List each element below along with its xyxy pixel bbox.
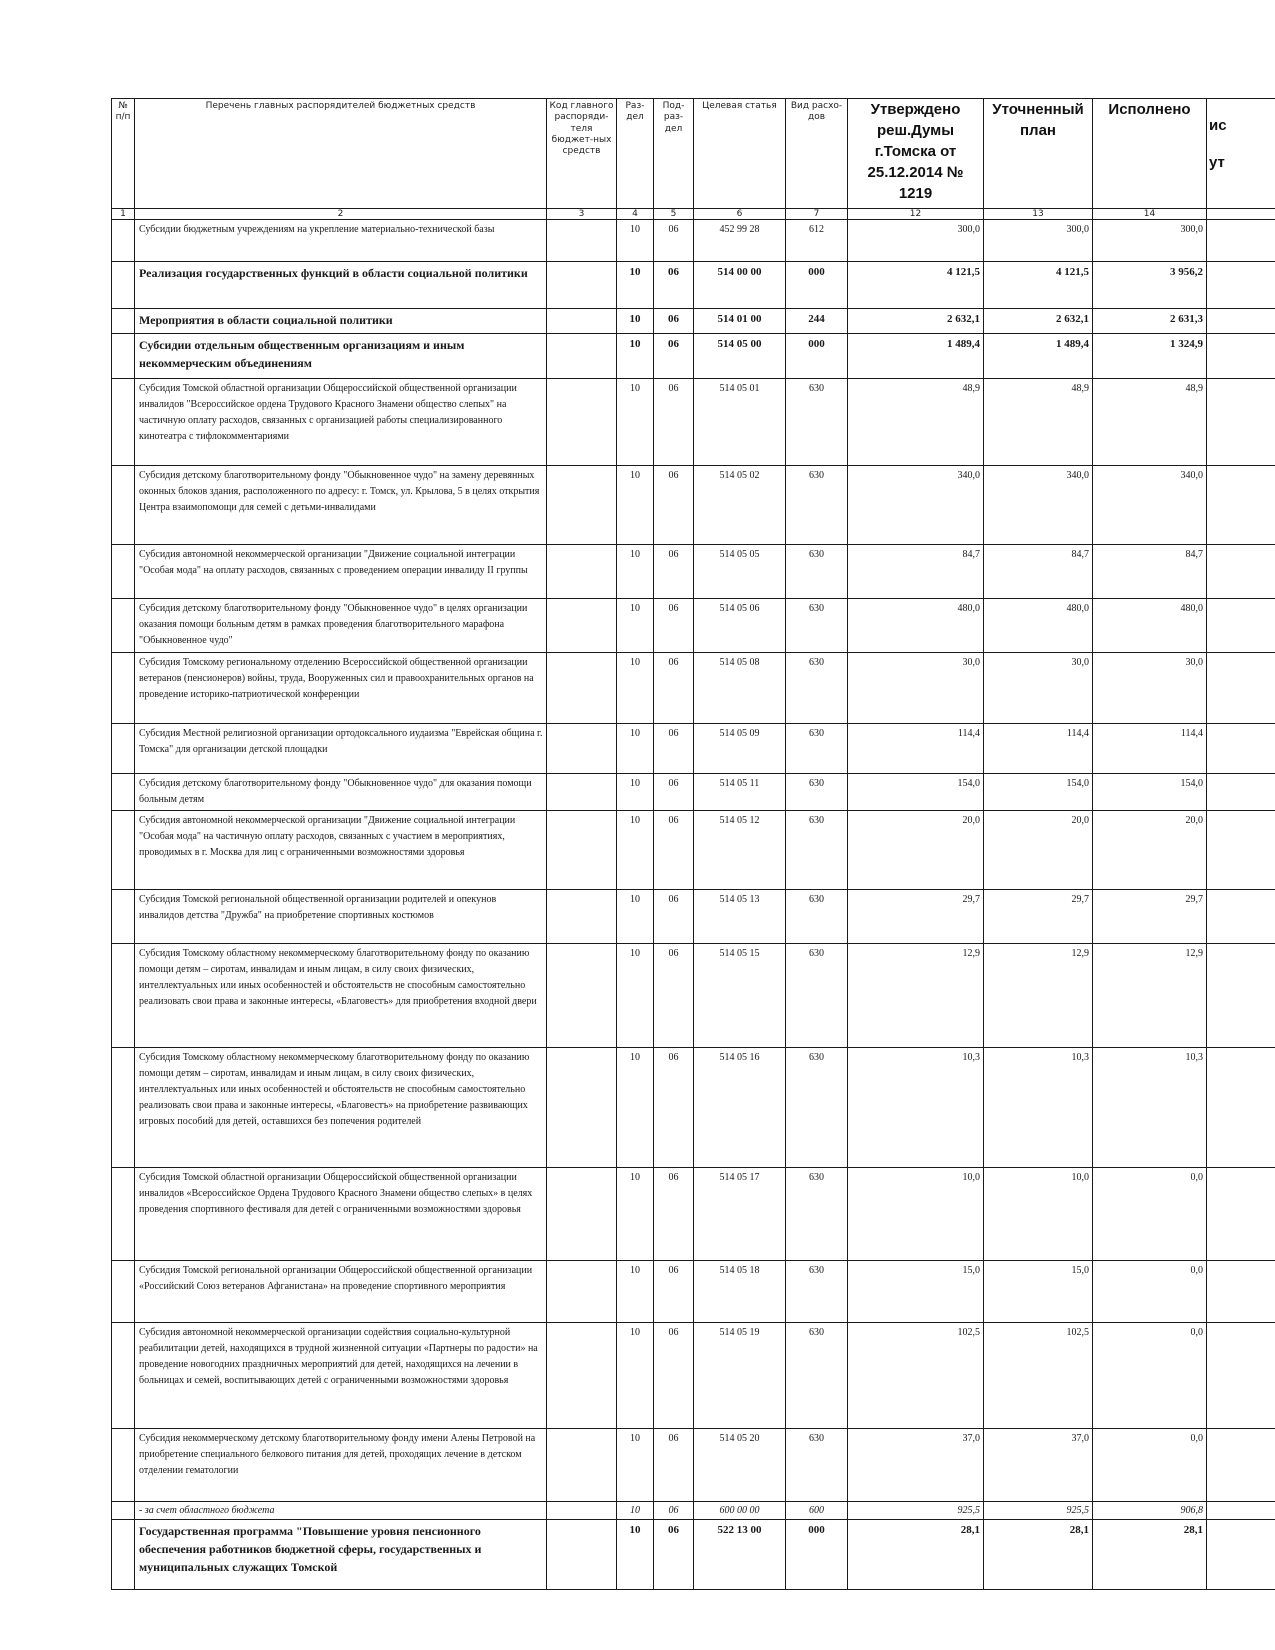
row-cut-cell bbox=[1207, 545, 1275, 599]
row-approved: 28,1 bbox=[848, 1520, 984, 1590]
row-executed: 20,0 bbox=[1093, 811, 1207, 890]
row-name: Субсидия детскому благотворительному фонду "Обыкновенное чудо" на замену деревянных оконных блоков здания, расположенного по адресу: г. Томск, ул. Крылова, 5 в целях открытия Центра взаимопомощи для семей с детьми-инвалидами bbox=[135, 466, 547, 545]
row-refined: 102,5 bbox=[984, 1323, 1093, 1429]
row-num-cell bbox=[112, 774, 135, 811]
row-target: 522 13 00 bbox=[694, 1520, 786, 1590]
row-num-cell bbox=[112, 309, 135, 334]
row-podrazdel: 06 bbox=[654, 466, 694, 545]
budget-table bbox=[111, 98, 1275, 1590]
row-refined: 48,9 bbox=[984, 379, 1093, 466]
table-row bbox=[112, 811, 1275, 890]
row-vid: 630 bbox=[786, 379, 848, 466]
table-row bbox=[112, 1429, 1275, 1502]
row-refined: 154,0 bbox=[984, 774, 1093, 811]
row-refined: 29,7 bbox=[984, 890, 1093, 944]
row-name: Субсидия Томской областной организации Общероссийской общественной организации инвалидов "Всероссийское ордена Трудового Красного Знамени общество слепых" на частичную оплату расходов, связанных с организацией работы специализированного кинотеатра с тифлокомментариями bbox=[135, 379, 547, 466]
table-row bbox=[112, 220, 1275, 262]
row-name: Субсидия Томской региональной общественной организации родителей и опекунов инвалидов детства "Дружба" на приобретение спортивных костюмов bbox=[135, 890, 547, 944]
row-target: 514 05 12 bbox=[694, 811, 786, 890]
column-number-row bbox=[112, 209, 1275, 220]
row-refined: 20,0 bbox=[984, 811, 1093, 890]
row-podrazdel: 06 bbox=[654, 334, 694, 379]
row-vid: 630 bbox=[786, 890, 848, 944]
header-podrazdel: Под-раз-дел bbox=[654, 99, 694, 209]
row-code bbox=[547, 309, 617, 334]
row-target: 600 00 00 bbox=[694, 1502, 786, 1520]
row-target: 514 05 16 bbox=[694, 1048, 786, 1168]
row-razdel: 10 bbox=[617, 944, 654, 1048]
row-refined: 28,1 bbox=[984, 1520, 1093, 1590]
row-podrazdel: 06 bbox=[654, 1261, 694, 1323]
row-podrazdel: 06 bbox=[654, 379, 694, 466]
row-executed: 906,8 bbox=[1093, 1502, 1207, 1520]
row-name: Субсидия автономной некоммерческой организации содействия социально-культурной реабилитации детей, находящихся в трудной жизненной ситуации «Партнеры по радости» на проведение новогодних праздничных мероприятий для детей, находящихся на лечении в больницах и семей, воспитывающих детей с ограниченными возможностями здоровья bbox=[135, 1323, 547, 1429]
row-target: 514 05 18 bbox=[694, 1261, 786, 1323]
row-executed: 1 324,9 bbox=[1093, 334, 1207, 379]
row-name: Субсидия автономной некоммерческой организации "Движение социальной интеграции "Особая мода" на оплату расходов, связанных с проведением операции инвалиду II группы bbox=[135, 545, 547, 599]
row-razdel: 10 bbox=[617, 309, 654, 334]
row-name: Субсидия Томскому областному некоммерческому благотворительному фонду по оказанию помощи детям – сиротам, инвалидам и иным лицам, в силу своих физических, интеллектуальных или иных особенностей и обстоятельств не способным самостоятельно реализовать свои права и законные интересы, «Благовестъ» на приобретение развивающих игровых пособий для детей, оставшихся без попечения родителей bbox=[135, 1048, 547, 1168]
row-code bbox=[547, 811, 617, 890]
row-vid: 600 bbox=[786, 1502, 848, 1520]
row-cut-cell bbox=[1207, 811, 1275, 890]
header-executed: Исполнено bbox=[1093, 99, 1207, 209]
row-vid: 630 bbox=[786, 774, 848, 811]
row-num-cell bbox=[112, 334, 135, 379]
row-target: 514 05 00 bbox=[694, 334, 786, 379]
row-num-cell bbox=[112, 811, 135, 890]
row-num-cell bbox=[112, 1048, 135, 1168]
row-num-cell bbox=[112, 653, 135, 724]
row-podrazdel: 06 bbox=[654, 944, 694, 1048]
table-row bbox=[112, 379, 1275, 466]
table-row bbox=[112, 1323, 1275, 1429]
row-executed: 114,4 bbox=[1093, 724, 1207, 774]
row-vid: 630 bbox=[786, 1323, 848, 1429]
row-num-cell bbox=[112, 724, 135, 774]
row-refined: 10,0 bbox=[984, 1168, 1093, 1261]
row-podrazdel: 06 bbox=[654, 599, 694, 653]
row-podrazdel: 06 bbox=[654, 309, 694, 334]
row-refined: 37,0 bbox=[984, 1429, 1093, 1502]
row-target: 514 05 11 bbox=[694, 774, 786, 811]
row-cut-cell bbox=[1207, 1502, 1275, 1520]
col-number: 6 bbox=[694, 209, 786, 220]
table-row bbox=[112, 545, 1275, 599]
table-row bbox=[112, 724, 1275, 774]
row-vid: 630 bbox=[786, 545, 848, 599]
row-approved: 15,0 bbox=[848, 1261, 984, 1323]
row-approved: 20,0 bbox=[848, 811, 984, 890]
row-code bbox=[547, 379, 617, 466]
row-vid: 630 bbox=[786, 811, 848, 890]
row-razdel: 10 bbox=[617, 466, 654, 545]
row-razdel: 10 bbox=[617, 890, 654, 944]
row-executed: 300,0 bbox=[1093, 220, 1207, 262]
row-num-cell bbox=[112, 220, 135, 262]
row-name: - за счет областного бюджета bbox=[135, 1502, 547, 1520]
header-cut-top: ис bbox=[1209, 117, 1227, 134]
row-refined: 10,3 bbox=[984, 1048, 1093, 1168]
row-refined: 30,0 bbox=[984, 653, 1093, 724]
row-vid: 630 bbox=[786, 724, 848, 774]
row-target: 514 01 00 bbox=[694, 309, 786, 334]
row-razdel: 10 bbox=[617, 1323, 654, 1429]
row-target: 514 00 00 bbox=[694, 262, 786, 309]
row-vid: 630 bbox=[786, 1168, 848, 1261]
row-cut-cell bbox=[1207, 334, 1275, 379]
table-row bbox=[112, 262, 1275, 309]
row-name: Субсидия Томской областной организации Общероссийской общественной организации инвалидов «Всероссийское Ордена Трудового Красного Знамени общество слепых» в целях проведения спортивного фестиваля для детей с ограниченными возможностями здоровья bbox=[135, 1168, 547, 1261]
row-code bbox=[547, 545, 617, 599]
table-row bbox=[112, 334, 1275, 379]
row-vid: 000 bbox=[786, 1520, 848, 1590]
row-refined: 340,0 bbox=[984, 466, 1093, 545]
row-approved: 154,0 bbox=[848, 774, 984, 811]
row-refined: 15,0 bbox=[984, 1261, 1093, 1323]
table-row bbox=[112, 1520, 1275, 1590]
row-code bbox=[547, 262, 617, 309]
row-executed: 480,0 bbox=[1093, 599, 1207, 653]
row-target: 514 05 05 bbox=[694, 545, 786, 599]
row-target: 514 05 20 bbox=[694, 1429, 786, 1502]
row-name: Субсидия детскому благотворительному фонду "Обыкновенное чудо" для оказания помощи больным детям bbox=[135, 774, 547, 811]
row-approved: 37,0 bbox=[848, 1429, 984, 1502]
row-code bbox=[547, 724, 617, 774]
row-vid: 000 bbox=[786, 262, 848, 309]
row-razdel: 10 bbox=[617, 220, 654, 262]
row-name: Субсидия автономной некоммерческой организации "Движение социальной интеграции "Особая мода" на частичную оплату расходов, связанных с участием в мероприятиях, проводимых в г. Москва для лиц с ограниченными возможностями здоровья bbox=[135, 811, 547, 890]
header-razdel: Раз-дел bbox=[617, 99, 654, 209]
row-razdel: 10 bbox=[617, 334, 654, 379]
row-target: 514 05 06 bbox=[694, 599, 786, 653]
row-name: Субсидия Местной религиозной организации ортодоксального иудаизма "Еврейская община г. Томска" для организации детской площадки bbox=[135, 724, 547, 774]
row-code bbox=[547, 220, 617, 262]
table-row bbox=[112, 653, 1275, 724]
row-num-cell bbox=[112, 1502, 135, 1520]
row-num-cell bbox=[112, 466, 135, 545]
row-podrazdel: 06 bbox=[654, 811, 694, 890]
row-executed: 340,0 bbox=[1093, 466, 1207, 545]
table-header-row bbox=[112, 99, 1275, 209]
row-num-cell bbox=[112, 379, 135, 466]
table-row bbox=[112, 1261, 1275, 1323]
row-target: 514 05 01 bbox=[694, 379, 786, 466]
row-code bbox=[547, 774, 617, 811]
row-executed: 0,0 bbox=[1093, 1261, 1207, 1323]
row-podrazdel: 06 bbox=[654, 653, 694, 724]
row-executed: 48,9 bbox=[1093, 379, 1207, 466]
row-cut-cell bbox=[1207, 1323, 1275, 1429]
row-cut-cell bbox=[1207, 599, 1275, 653]
row-executed: 3 956,2 bbox=[1093, 262, 1207, 309]
row-target: 514 05 15 bbox=[694, 944, 786, 1048]
row-vid: 244 bbox=[786, 309, 848, 334]
row-razdel: 10 bbox=[617, 262, 654, 309]
row-num-cell bbox=[112, 1323, 135, 1429]
row-podrazdel: 06 bbox=[654, 890, 694, 944]
row-executed: 10,3 bbox=[1093, 1048, 1207, 1168]
row-num-cell bbox=[112, 1261, 135, 1323]
table-row bbox=[112, 309, 1275, 334]
row-refined: 300,0 bbox=[984, 220, 1093, 262]
row-razdel: 10 bbox=[617, 1168, 654, 1261]
row-cut-cell bbox=[1207, 1168, 1275, 1261]
row-approved: 12,9 bbox=[848, 944, 984, 1048]
row-vid: 630 bbox=[786, 1048, 848, 1168]
col-number: 12 bbox=[848, 209, 984, 220]
row-target: 514 05 17 bbox=[694, 1168, 786, 1261]
row-name: Субсидия Томскому областному некоммерческому благотворительному фонду по оказанию помощи детям – сиротам, инвалидам и иным лицам, в силу своих физических, интеллектуальных или иных особенностей и обстоятельств не способным самостоятельно реализовать свои права и законные интересы, «Благовестъ» для приобретения входной двери bbox=[135, 944, 547, 1048]
row-refined: 925,5 bbox=[984, 1502, 1093, 1520]
row-executed: 2 631,3 bbox=[1093, 309, 1207, 334]
row-name: Субсидия детскому благотворительному фонду "Обыкновенное чудо" в целях организации оказания помощи больным детям в рамках проведения благотворительного марафона "Обыкновенное чудо" bbox=[135, 599, 547, 653]
row-razdel: 10 bbox=[617, 1502, 654, 1520]
col-number: 5 bbox=[654, 209, 694, 220]
row-razdel: 10 bbox=[617, 724, 654, 774]
row-target: 452 99 28 bbox=[694, 220, 786, 262]
row-target: 514 05 13 bbox=[694, 890, 786, 944]
row-cut-cell bbox=[1207, 724, 1275, 774]
budget-table-page bbox=[111, 98, 1275, 1590]
row-approved: 925,5 bbox=[848, 1502, 984, 1520]
row-approved: 1 489,4 bbox=[848, 334, 984, 379]
row-refined: 480,0 bbox=[984, 599, 1093, 653]
row-num-cell bbox=[112, 1429, 135, 1502]
row-razdel: 10 bbox=[617, 599, 654, 653]
col-number: 2 bbox=[135, 209, 547, 220]
row-podrazdel: 06 bbox=[654, 1048, 694, 1168]
row-cut-cell bbox=[1207, 220, 1275, 262]
row-cut-cell bbox=[1207, 944, 1275, 1048]
row-name: Субсидия Томской региональной организации Общероссийской общественной организации «Российский Союз ветеранов Афганистана» на проведение спортивного мероприятия bbox=[135, 1261, 547, 1323]
col-number: 4 bbox=[617, 209, 654, 220]
row-approved: 4 121,5 bbox=[848, 262, 984, 309]
table-row bbox=[112, 890, 1275, 944]
table-row bbox=[112, 1168, 1275, 1261]
row-cut-cell bbox=[1207, 1520, 1275, 1590]
row-num-cell bbox=[112, 545, 135, 599]
row-vid: 000 bbox=[786, 334, 848, 379]
row-approved: 480,0 bbox=[848, 599, 984, 653]
row-podrazdel: 06 bbox=[654, 1168, 694, 1261]
row-razdel: 10 bbox=[617, 1048, 654, 1168]
row-cut-cell bbox=[1207, 309, 1275, 334]
header-cut-column bbox=[1207, 99, 1275, 209]
row-num-cell bbox=[112, 944, 135, 1048]
row-approved: 84,7 bbox=[848, 545, 984, 599]
row-razdel: 10 bbox=[617, 774, 654, 811]
row-code bbox=[547, 1048, 617, 1168]
row-code bbox=[547, 466, 617, 545]
row-approved: 2 632,1 bbox=[848, 309, 984, 334]
row-name: Субсидия Томскому региональному отделению Всероссийской общественной организации ветеранов (пенсионеров) войны, труда, Вооруженных сил и правоохранительных органов на проведение историко-патриотической конференции bbox=[135, 653, 547, 724]
row-podrazdel: 06 bbox=[654, 545, 694, 599]
header-num: № п/п bbox=[112, 99, 135, 209]
row-cut-cell bbox=[1207, 890, 1275, 944]
row-approved: 48,9 bbox=[848, 379, 984, 466]
header-refined: Уточненный план bbox=[984, 99, 1093, 209]
row-executed: 154,0 bbox=[1093, 774, 1207, 811]
row-name: Государственная программа "Повышение уровня пенсионного обеспечения работников бюджетной сферы, государственных и муниципальных служащих Томской bbox=[135, 1520, 547, 1590]
col-number: 3 bbox=[547, 209, 617, 220]
table-row bbox=[112, 944, 1275, 1048]
row-name: Субсидии бюджетным учреждениям на укрепление материально-технической базы bbox=[135, 220, 547, 262]
table-row bbox=[112, 466, 1275, 545]
row-approved: 29,7 bbox=[848, 890, 984, 944]
row-executed: 29,7 bbox=[1093, 890, 1207, 944]
row-approved: 10,0 bbox=[848, 1168, 984, 1261]
header-name: Перечень главных распорядителей бюджетных средств bbox=[135, 99, 547, 209]
row-podrazdel: 06 bbox=[654, 1520, 694, 1590]
col-number: 7 bbox=[786, 209, 848, 220]
header-code: Код главного распоряди-теля бюджет-ных средств bbox=[547, 99, 617, 209]
row-num-cell bbox=[112, 599, 135, 653]
row-razdel: 10 bbox=[617, 1520, 654, 1590]
table-row bbox=[112, 774, 1275, 811]
row-code bbox=[547, 1168, 617, 1261]
row-refined: 114,4 bbox=[984, 724, 1093, 774]
row-target: 514 05 02 bbox=[694, 466, 786, 545]
row-razdel: 10 bbox=[617, 379, 654, 466]
header-vid: Вид расхо-дов bbox=[786, 99, 848, 209]
row-executed: 84,7 bbox=[1093, 545, 1207, 599]
col-number bbox=[1207, 209, 1275, 220]
row-target: 514 05 08 bbox=[694, 653, 786, 724]
row-code bbox=[547, 890, 617, 944]
row-target: 514 05 19 bbox=[694, 1323, 786, 1429]
table-body bbox=[112, 220, 1275, 1590]
row-approved: 102,5 bbox=[848, 1323, 984, 1429]
row-code bbox=[547, 1429, 617, 1502]
row-code bbox=[547, 1502, 617, 1520]
row-code bbox=[547, 1323, 617, 1429]
row-target: 514 05 09 bbox=[694, 724, 786, 774]
row-refined: 4 121,5 bbox=[984, 262, 1093, 309]
row-approved: 30,0 bbox=[848, 653, 984, 724]
row-num-cell bbox=[112, 890, 135, 944]
row-podrazdel: 06 bbox=[654, 774, 694, 811]
row-cut-cell bbox=[1207, 1261, 1275, 1323]
row-num-cell bbox=[112, 1520, 135, 1590]
row-cut-cell bbox=[1207, 774, 1275, 811]
row-num-cell bbox=[112, 262, 135, 309]
row-refined: 1 489,4 bbox=[984, 334, 1093, 379]
row-podrazdel: 06 bbox=[654, 1323, 694, 1429]
row-name: Реализация государственных функций в области социальной политики bbox=[135, 262, 547, 309]
row-num-cell bbox=[112, 1168, 135, 1261]
row-executed: 30,0 bbox=[1093, 653, 1207, 724]
row-vid: 630 bbox=[786, 944, 848, 1048]
row-vid: 630 bbox=[786, 1261, 848, 1323]
row-razdel: 10 bbox=[617, 653, 654, 724]
row-podrazdel: 06 bbox=[654, 724, 694, 774]
row-code bbox=[547, 944, 617, 1048]
row-vid: 630 bbox=[786, 1429, 848, 1502]
row-vid: 630 bbox=[786, 599, 848, 653]
row-executed: 12,9 bbox=[1093, 944, 1207, 1048]
row-podrazdel: 06 bbox=[654, 262, 694, 309]
row-vid: 612 bbox=[786, 220, 848, 262]
row-refined: 84,7 bbox=[984, 545, 1093, 599]
header-approved: Утверждено реш.Думы г.Томска от 25.12.2014 № 1219 bbox=[848, 99, 984, 209]
table-row bbox=[112, 1502, 1275, 1520]
row-code bbox=[547, 334, 617, 379]
row-podrazdel: 06 bbox=[654, 1429, 694, 1502]
row-code bbox=[547, 599, 617, 653]
row-approved: 340,0 bbox=[848, 466, 984, 545]
row-executed: 0,0 bbox=[1093, 1429, 1207, 1502]
row-cut-cell bbox=[1207, 466, 1275, 545]
row-approved: 114,4 bbox=[848, 724, 984, 774]
row-code bbox=[547, 653, 617, 724]
row-approved: 300,0 bbox=[848, 220, 984, 262]
header-target: Целевая статья bbox=[694, 99, 786, 209]
row-razdel: 10 bbox=[617, 1429, 654, 1502]
col-number: 1 bbox=[112, 209, 135, 220]
row-code bbox=[547, 1261, 617, 1323]
row-vid: 630 bbox=[786, 653, 848, 724]
row-name: Субсидии отдельным общественным организациям и иным некоммерческим объединениям bbox=[135, 334, 547, 379]
col-number: 13 bbox=[984, 209, 1093, 220]
table-row bbox=[112, 599, 1275, 653]
row-podrazdel: 06 bbox=[654, 1502, 694, 1520]
row-code bbox=[547, 1520, 617, 1590]
row-cut-cell bbox=[1207, 653, 1275, 724]
row-cut-cell bbox=[1207, 262, 1275, 309]
row-podrazdel: 06 bbox=[654, 220, 694, 262]
row-name: Мероприятия в области социальной политики bbox=[135, 309, 547, 334]
col-number: 14 bbox=[1093, 209, 1207, 220]
header-cut-bottom: ут bbox=[1209, 154, 1225, 171]
row-cut-cell bbox=[1207, 379, 1275, 466]
row-cut-cell bbox=[1207, 1048, 1275, 1168]
row-refined: 12,9 bbox=[984, 944, 1093, 1048]
row-razdel: 10 bbox=[617, 1261, 654, 1323]
row-cut-cell bbox=[1207, 1429, 1275, 1502]
table-row bbox=[112, 1048, 1275, 1168]
row-executed: 0,0 bbox=[1093, 1168, 1207, 1261]
row-razdel: 10 bbox=[617, 545, 654, 599]
row-refined: 2 632,1 bbox=[984, 309, 1093, 334]
row-vid: 630 bbox=[786, 466, 848, 545]
row-approved: 10,3 bbox=[848, 1048, 984, 1168]
row-executed: 0,0 bbox=[1093, 1323, 1207, 1429]
row-razdel: 10 bbox=[617, 811, 654, 890]
row-executed: 28,1 bbox=[1093, 1520, 1207, 1590]
row-name: Субсидия некоммерческому детскому благотворительному фонду имени Алены Петровой на приобретение специального белкового питания для детей, проходящих лечение в детском отделении гематологии bbox=[135, 1429, 547, 1502]
